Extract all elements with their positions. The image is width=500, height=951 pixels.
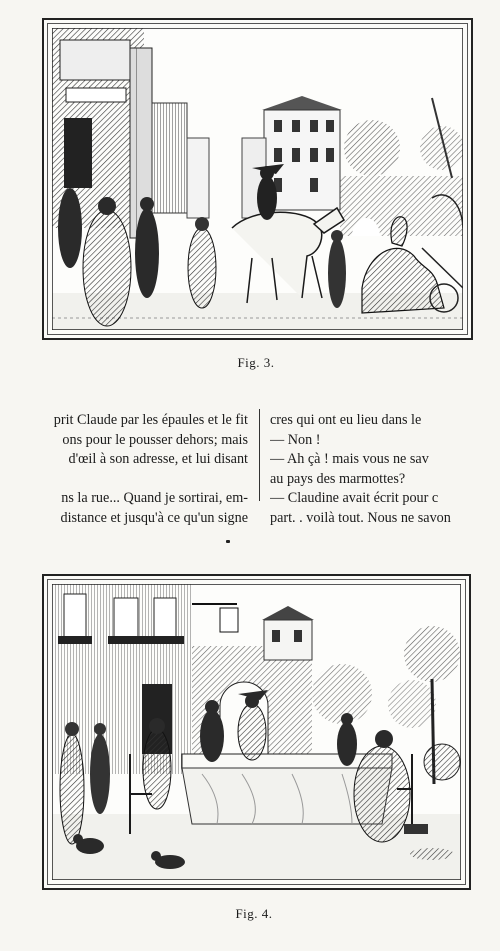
figure-4-engraving bbox=[42, 574, 471, 890]
figure-4-illustration bbox=[52, 584, 461, 880]
figure-3-engraving bbox=[42, 18, 473, 340]
text-line: ns la rue... Quand je sortirai, em- bbox=[61, 490, 248, 506]
text-line: part. . voilà tout. Nous ne savon bbox=[270, 509, 451, 526]
column-divider bbox=[259, 409, 260, 501]
ink-speck bbox=[226, 540, 230, 543]
text-line: au pays des marmottes? bbox=[270, 470, 406, 487]
figure-4-caption: Fig. 4. bbox=[235, 906, 273, 921]
text-line: ons pour le pousser dehors; mais bbox=[62, 431, 248, 448]
text-line: — Non ! bbox=[270, 431, 321, 448]
text-line: — Ah çà ! mais vous ne sav bbox=[270, 451, 429, 467]
text-line: distance et jusqu'à ce qu'un signe bbox=[60, 509, 248, 526]
text-line: cres qui ont eu lieu dans le bbox=[270, 412, 422, 428]
text-column-left bbox=[0, 411, 248, 528]
text-line: — Claudine avait écrit pour c bbox=[270, 490, 439, 506]
text-line bbox=[0, 470, 248, 490]
text-column-right bbox=[270, 411, 500, 528]
text-line: d'œil à son adresse, et lui disant bbox=[68, 451, 248, 467]
figure-3-illustration bbox=[52, 28, 463, 330]
text-line: prit Claude par les épaules et le fit bbox=[53, 412, 248, 428]
figure-3-caption: Fig. 3. bbox=[237, 355, 275, 370]
